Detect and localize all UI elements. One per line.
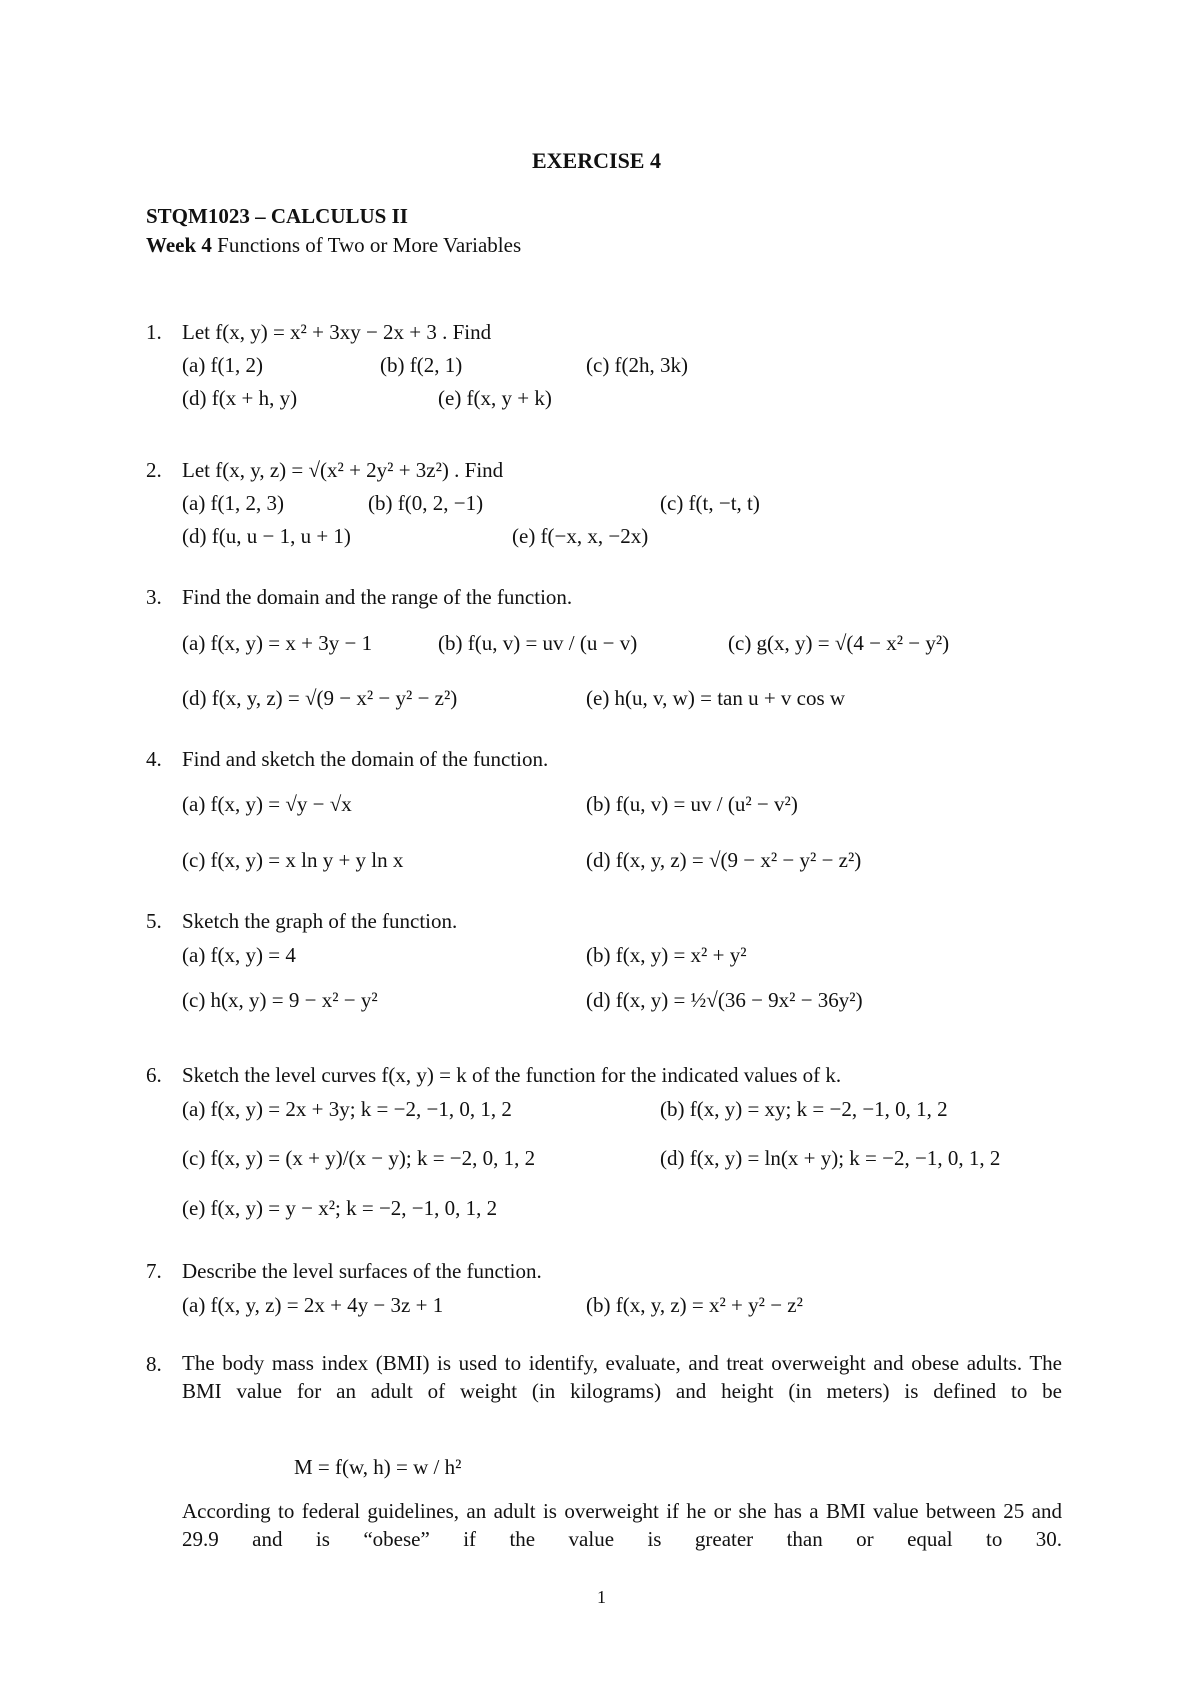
question-prompt: Sketch the graph of the function. (182, 909, 458, 933)
question-number: 7. (146, 1259, 162, 1283)
question-part: (e) h(u, v, w) = tan u + v cos w (586, 686, 846, 710)
question-prompt: Find the domain and the range of the function. (182, 585, 573, 609)
question-part: (b) f(2, 1) (380, 353, 463, 377)
question-prompt: Let f(x, y, z) = √(x² + 2y² + 3z²) . Find (182, 458, 504, 482)
question-follow-up: According to federal guidelines, an adult is overweight if he or she has a BMI value between 25 and 29.9 and is “obese” if the value is greater than or equal to 30. (182, 1499, 1062, 1551)
page-title: EXERCISE 4 (532, 148, 661, 173)
question-part: (d) f(x + h, y) (182, 386, 298, 410)
question-number: 8. (146, 1352, 162, 1376)
question-part: (a) f(x, y) = √y − √x (182, 792, 352, 816)
question-part: (c) f(2h, 3k) (586, 353, 689, 377)
question-part: (d) f(x, y) = ln(x + y); k = −2, −1, 0, 1, 2 (660, 1146, 1001, 1170)
question-prompt: Let f(x, y) = x² + 3xy − 2x + 3 . Find (182, 320, 492, 344)
page-number: 1 (597, 1587, 606, 1607)
question-part: (e) f(−x, x, −2x) (512, 524, 649, 548)
question-part: (b) f(x, y, z) = x² + y² − z² (586, 1293, 803, 1317)
question-number: 3. (146, 585, 162, 609)
question-part: (a) f(x, y) = 2x + 3y; k = −2, −1, 0, 1, 2 (182, 1097, 512, 1121)
bmi-formula: M = f(w, h) = w / h² (294, 1455, 462, 1479)
course-title: STQM1023 – CALCULUS II (146, 204, 408, 228)
question-part: (c) f(x, y) = (x + y)/(x − y); k = −2, 0, 1, 2 (182, 1146, 536, 1170)
question-part: (a) f(1, 2) (182, 353, 264, 377)
question-part: (a) f(1, 2, 3) (182, 491, 285, 515)
week-topic: Functions of Two or More Variables (217, 233, 522, 257)
question-part: (e) f(x, y) = y − x²; k = −2, −1, 0, 1, 2 (182, 1196, 498, 1220)
question-part: (a) f(x, y) = x + 3y − 1 (182, 631, 373, 655)
question-part: (b) f(u, v) = uv / (u² − v²) (586, 792, 798, 816)
question-prompt: Find and sketch the domain of the function. (182, 747, 549, 771)
question-number: 1. (146, 320, 162, 344)
question-part: (b) f(x, y) = xy; k = −2, −1, 0, 1, 2 (660, 1097, 948, 1121)
question-number: 2. (146, 458, 162, 482)
question-part: (d) f(x, y) = ½√(36 − 9x² − 36y²) (586, 988, 863, 1012)
question-part: (a) f(x, y, z) = 2x + 4y − 3z + 1 (182, 1293, 444, 1317)
question-part: (b) f(x, y) = x² + y² (586, 943, 747, 967)
question-number: 6. (146, 1063, 162, 1087)
question-part: (c) f(t, −t, t) (660, 491, 760, 515)
question-part: (b) f(0, 2, −1) (368, 491, 484, 515)
question-part: (d) f(u, u − 1, u + 1) (182, 524, 351, 548)
question-prompt: Describe the level surfaces of the function. (182, 1259, 542, 1283)
question-part: (c) h(x, y) = 9 − x² − y² (182, 988, 378, 1012)
question-part: (e) f(x, y + k) (438, 386, 552, 410)
question-part: (b) f(u, v) = uv / (u − v) (438, 631, 638, 655)
week-line (146, 235, 521, 256)
question-part: (a) f(x, y) = 4 (182, 943, 296, 967)
question-part: (c) f(x, y) = x ln y + y ln x (182, 848, 404, 872)
question-number: 4. (146, 747, 162, 771)
week-label: Week 4 (146, 233, 212, 257)
question-part: (d) f(x, y, z) = √(9 − x² − y² − z²) (586, 848, 862, 872)
question-prompt: The body mass index (BMI) is used to identify, evaluate, and treat overweight and obese adults. The BMI value for an adult of weight (in kilograms) and height (in meters) is defined to be (182, 1351, 1062, 1403)
question-number: 5. (146, 909, 162, 933)
question-prompt: Sketch the level curves f(x, y) = k of the function for the indicated values of k. (182, 1063, 842, 1087)
question-part: (c) g(x, y) = √(4 − x² − y²) (728, 631, 950, 655)
question-part: (d) f(x, y, z) = √(9 − x² − y² − z²) (182, 686, 458, 710)
